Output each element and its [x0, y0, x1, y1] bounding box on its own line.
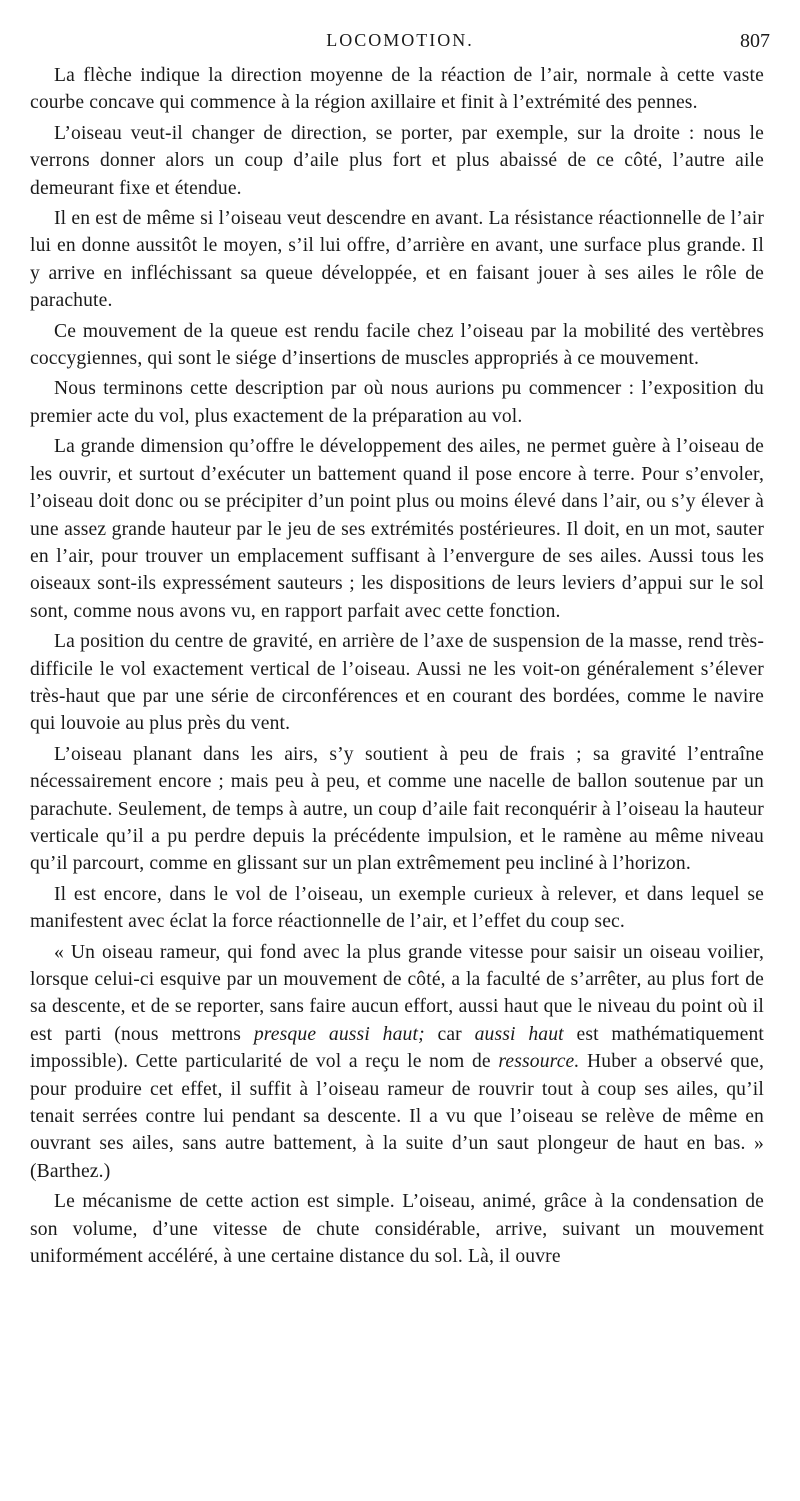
quote-text: est mathématiquement impossible). Cette particularité de vol a reçu le nom de	[30, 1023, 765, 1073]
paragraph: La flèche indique la direction moyenne de la réaction de l’air, normale à cette vaste courbe concave qui commence à la région axillaire et finit à l’extrémité des pennes.	[30, 65, 764, 114]
quote-italic: presque aussi haut;	[253, 1023, 425, 1045]
paragraph: La position du centre de gravité, en arrière de l’axe de suspension de la masse, rend très-difficile le vol exactement vertical de l’oiseau. Aussi ne les voit-on généralement s’élever très-haut que par une série de circonférences et en courant des bordées, comme le navire qui louvoie au plus près du vent.	[30, 631, 764, 735]
quote-text: Huber a observé que, pour produire cet effet, il suffit à l’oiseau rameur de rouvrir tout à coup ses ailes, qu’il tenait serrées contre lui pendant sa descente. Il a vu que l’oiseau se relève de même en ouvrant ses ailes, sans autre battement, à la suite d’un saut plongeur de haut en bas. » (Barthez.)	[30, 1051, 764, 1182]
paragraph: La grande dimension qu’offre le développement des ailes, ne permet guère à l’oiseau de les ouvrir, et surtout d’exécuter un battement quand il pose encore à terre. Pour s’envoler, l’oiseau doit donc ou se précipiter d’un point plus ou moins élevé dans l’air, ou s’y élever à une assez grande hauteur par le jeu de ses extrémités postérieures. Il doit, en un mot, sauter en l’air, pour trouver un emplacement suffisant à l’envergure de ses ailes. Aussi tous les oiseaux sont-ils expressément sauteurs ; les dispositions de leurs leviers d’appui sur le sol sont, comme nous avons vu, en rapport parfait avec cette fonction.	[30, 436, 764, 622]
paragraph: Il est encore, dans le vol de l’oiseau, un exemple curieux à relever, et dans lequel se manifestent avec éclat la force réactionnelle de l’air, et l’effet du coup sec.	[30, 883, 764, 933]
running-title: LOCOMOTION.	[326, 30, 474, 50]
quote-text: « Un oiseau rameur, qui fond avec la plus grande vitesse pour saisir un oiseau voilier, lorsque celui-ci esquive par un mouvement de côté, a la faculté de s’arrêter, au plus fort de sa descente, et de se reporter, sans faire aucun effort, aussi haut que le niveau du point où il est parti (nous mettrons	[30, 941, 764, 1045]
paragraph: Nous terminons cette description par où nous aurions pu commencer : l’exposition du premier acte du vol, plus exactement de la préparation au vol.	[30, 378, 764, 427]
paragraph: Ce mouvement de la queue est rendu facile chez l’oiseau par la mobilité des vertèbres coccygiennes, qui sont le siége d’insertions de muscles appropriés à ce mouvement.	[30, 320, 764, 370]
quotation-paragraph	[30, 939, 764, 1186]
paragraph: L’oiseau veut-il changer de direction, se porter, par exemple, sur la droite : nous le verrons donner alors un coup d’aile plus fort et plus abaissé de ce côté, l’autre aile demeurant fixe et étendue.	[30, 122, 764, 199]
running-header	[30, 30, 770, 56]
quote-text: car	[424, 1023, 475, 1045]
paragraph: Le mécanisme de cette action est simple. L’oiseau, animé, grâce à la condensation de son volume, d’une vitesse de chute considérable, arrive, suivant un mouvement uniformément accéléré, à une certaine distance du sol. Là, il ouvre	[30, 1191, 764, 1268]
paragraph: L’oiseau planant dans les airs, s’y soutient à peu de frais ; sa gravité l’entraîne nécessairement encore ; mais peu à peu, et comme une nacelle de ballon soutenue par un parachute. Seulement, de temps à autre, un coup d’aile fait reconquérir à l’oiseau la hauteur verticale qu’il a pu perdre depuis la précédente impulsion, et le ramène au même niveau qu’il parcourt, comme en glissant sur un plan extrêmement peu incliné à l’horizon.	[30, 743, 764, 875]
quote-italic: ressource.	[498, 1051, 580, 1073]
page-number: 807	[740, 30, 770, 52]
paragraph: Il en est de même si l’oiseau veut descendre en avant. La résistance réactionnelle de l’air lui en donne aussitôt le moyen, s’il lui offre, d’arrière en avant, une surface plus grande. Il y arrive en infléchissant sa queue développée, et en faisant jouer à ses ailes le rôle de parachute.	[30, 208, 764, 312]
body-text	[30, 62, 764, 1273]
quote-italic: aussi haut	[474, 1023, 564, 1045]
